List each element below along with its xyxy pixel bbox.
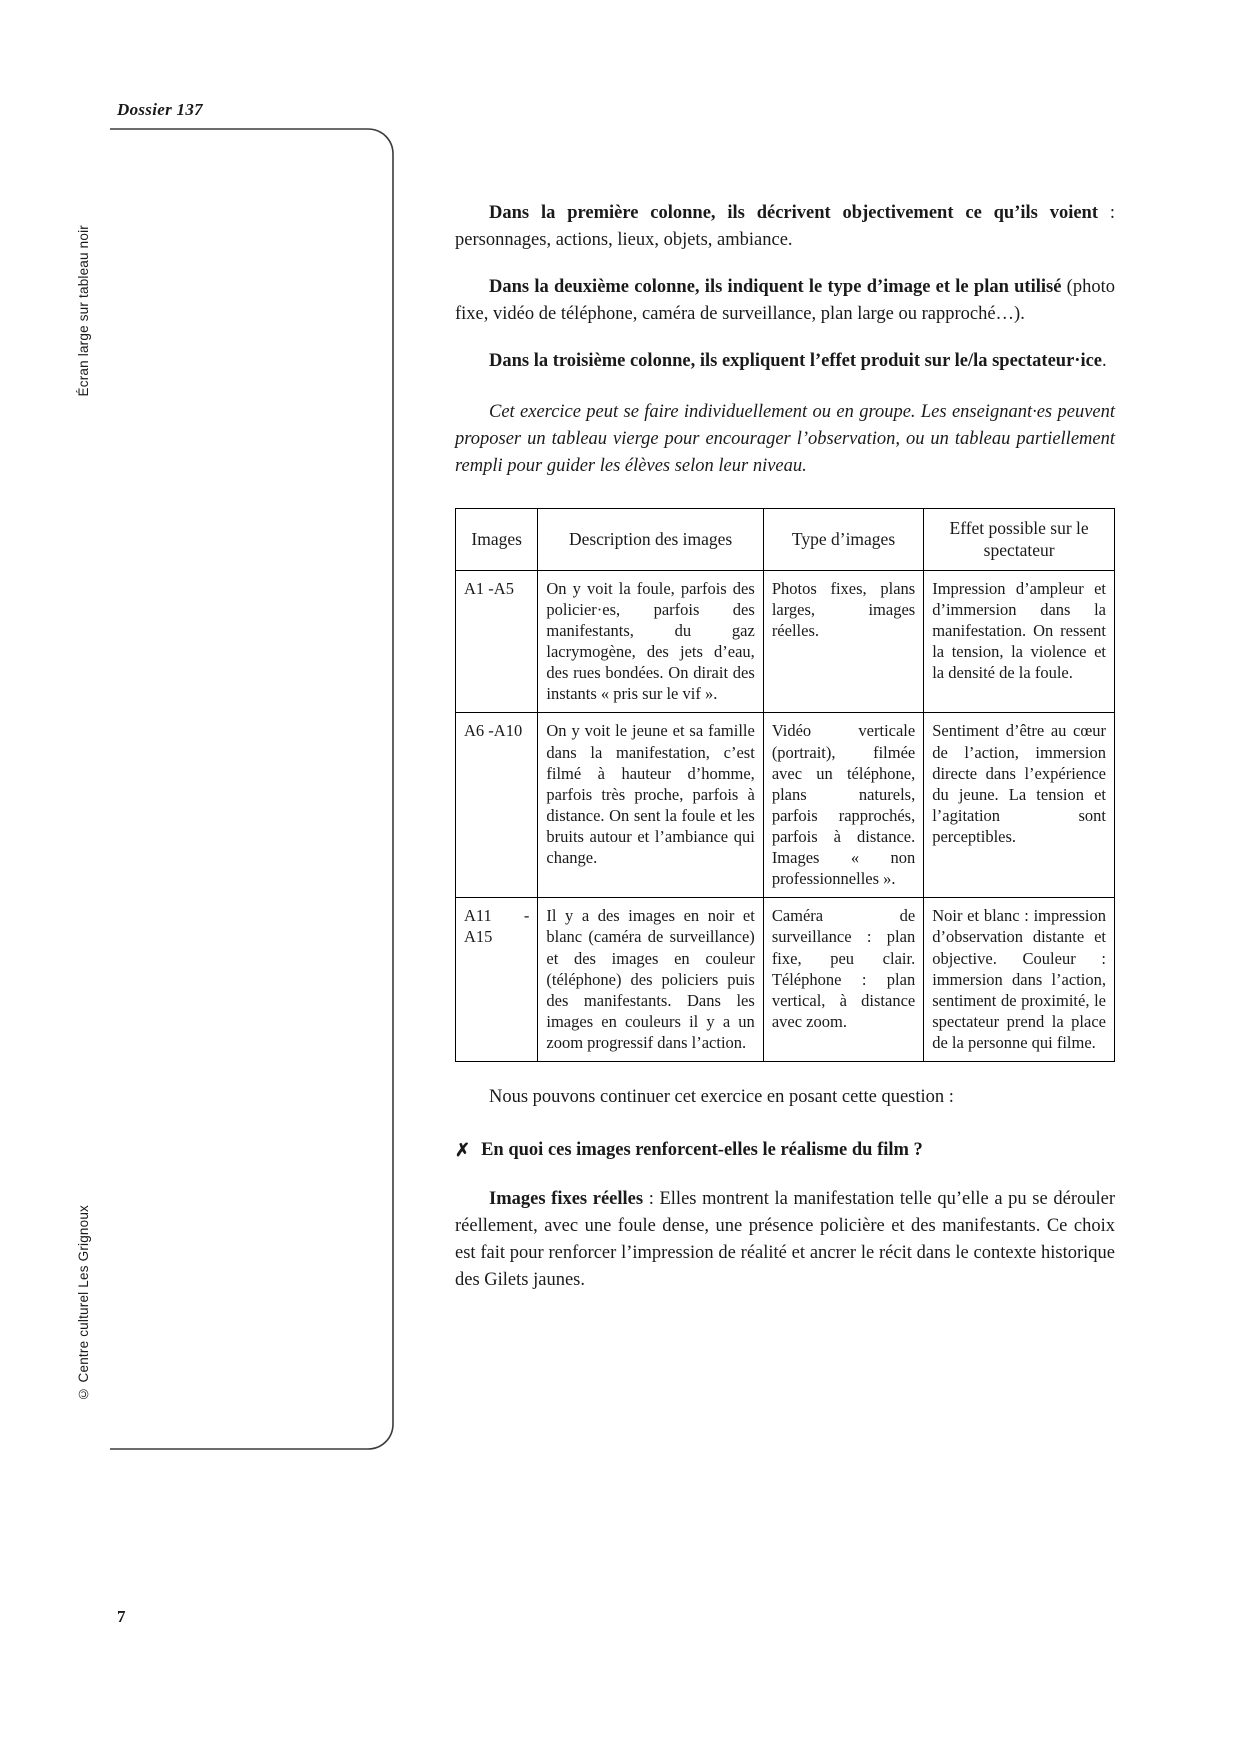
table-row (456, 898, 1115, 1062)
page-header-title: Dossier 137 (117, 100, 203, 119)
paragraph-lead: Dans la deuxième colonne, ils indiquent le type d’image et le plan utilisé (489, 277, 1062, 297)
paragraph-after-table-text: Nous pouvons continuer cet exercice en posant cette question : (489, 1087, 954, 1108)
table-cell-effect: Sentiment d’être au cœur de l’action, immersion directe dans l’expérience du jeune. La tension et l’agitation sont perceptibles. (924, 713, 1115, 898)
table-cell-effect: Impression d’ampleur et d’immersion dans la manifestation. On ressent la tension, la violence et la densité de la foule. (924, 570, 1115, 713)
paragraph-third-column (455, 348, 1115, 375)
page-number: 7 (117, 1607, 126, 1626)
table-cell-images: A11 -A15 (456, 898, 538, 1062)
table-cell-description: On y voit la foule, parfois des policier·es, parfois des manifestants, du gaz lacrymogène, des jets d’eau, des rues bondées. On dirait des instants « pris sur le vif ». (538, 570, 763, 713)
vertical-series-title: Écran large sur tableau noir (76, 225, 91, 397)
table-header-row (456, 509, 1115, 571)
paragraph-second-column (455, 274, 1115, 328)
question-block (455, 1137, 1115, 1164)
table-row (456, 570, 1115, 713)
analysis-table (455, 508, 1115, 1062)
paragraph-rest: : Elles montrent la manifestation telle qu’elle a pu se dérouler réellement, avec une foule dense, une présence policière et des manifestants. Ce choix est fait pour renforcer l’impression de réalité et ancrer le récit dans le contexte historique des Gilets jaunes. (455, 1188, 1115, 1290)
paragraph-rest: . (1102, 351, 1107, 371)
table-row (456, 713, 1115, 898)
paragraph-rest: (photo fixe, vidéo de téléphone, caméra de surveillance, plan large ou rapproché…). (455, 277, 1115, 324)
table-cell-type: Photos fixes, plans larges, images réelles. (763, 570, 923, 713)
table-cell-type: Vidéo verticale (portrait), filmée avec un téléphone, plans naturels, parfois rapprochés, parfois à distance. Images « non professionnelles ». (763, 713, 923, 898)
paragraph-first-column (455, 200, 1115, 254)
table-header-cell: Type d’images (763, 509, 923, 571)
table-header-cell: Images (456, 509, 538, 571)
paragraph-lead: Dans la première colonne, ils décrivent objectivement ce qu’ils voient (489, 203, 1099, 223)
teacher-note (455, 399, 1115, 480)
paragraph-after-table (455, 1084, 1115, 1111)
table-header-cell: Effet possible sur le spectateur (924, 509, 1115, 571)
table-cell-description: On y voit le jeune et sa famille dans la manifestation, c’est filmé à hauteur d’homme, parfois très proche, parfois à distance. On sent la foule et les bruits autour et l’ambiance qui change. (538, 713, 763, 898)
table-cell-effect: Noir et blanc : impression d’observation distante et objective. Couleur : immersion dans l’action, sentiment de proximité, le spectateur prend la place de la personne qui filme. (924, 898, 1115, 1062)
paragraph-images-fixes (455, 1186, 1115, 1294)
table-cell-images: A6 -A10 (456, 713, 538, 898)
table-cell-description: Il y a des images en noir et blanc (caméra de surveillance) et des images en couleur (téléphone) des policiers puis des manifestants. Dans les images en couleurs il y a un zoom progressif dans l’action. (538, 898, 763, 1062)
paragraph-lead: Dans la troisième colonne, ils expliquent l’effet produit sur le/la spectateur·ice (489, 351, 1103, 371)
table-header-cell: Description des images (538, 509, 763, 571)
main-content (455, 200, 1115, 1294)
paragraph-rest: : personnages, actions, lieux, objets, ambiance. (455, 203, 1116, 250)
vertical-copyright: © Centre culturel Les Grignoux (76, 1205, 91, 1402)
table-cell-images: A1 -A5 (456, 570, 538, 713)
decorative-bracket (110, 128, 395, 1450)
teacher-note-text: Cet exercice peut se faire individuellement ou en groupe. Les enseignant·es peuvent proposer un tableau vierge pour encourager l’observation, ou un tableau partiellement rempli pour guider les élèves selon leur niveau. (455, 402, 1115, 476)
question-text: En quoi ces images renforcent-elles le réalisme du film ? (481, 1140, 923, 1161)
table-cell-type: Caméra de surveillance : plan fixe, peu clair. Téléphone : plan vertical, à distance avec zoom. (763, 898, 923, 1062)
paragraph-lead: Images fixes réelles (489, 1188, 644, 1209)
cross-bullet-icon: ✗ (455, 1140, 471, 1161)
